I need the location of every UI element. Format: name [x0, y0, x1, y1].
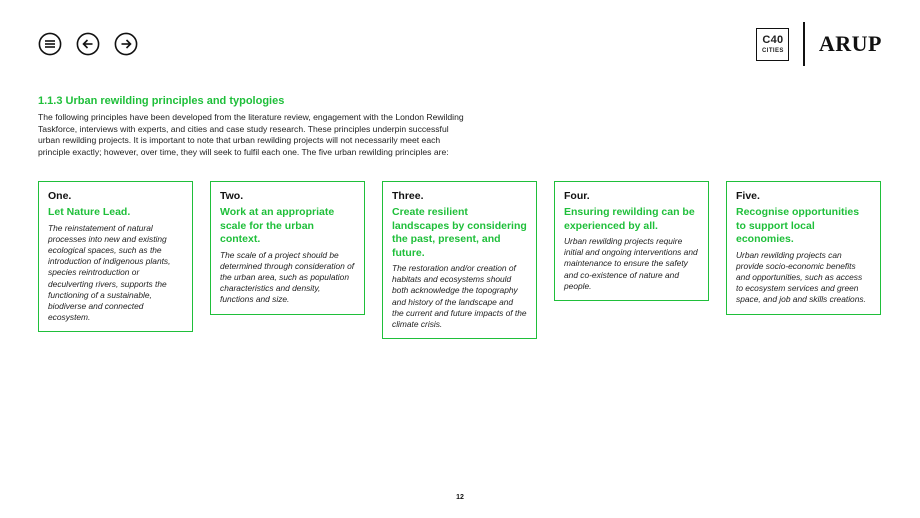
principle-card-five: [726, 181, 881, 315]
c40-cities-logo: [756, 28, 789, 61]
principle-title: Ensuring rewilding can be experienced by all.: [564, 206, 695, 232]
section-heading: 1.1.3 Urban rewilding principles and typologies: [38, 95, 285, 107]
principle-description: The restoration and/or creation of habitats and ecosystems should both acknowledge the topography and history of the landscape and the current and future impacts of the climate crisis.: [392, 263, 527, 330]
principle-card-two: [210, 181, 365, 315]
principle-description: Urban rewilding projects can provide socio-economic benefits and opportunities, such as access to ecosystem services and green space, and job and skills creations.: [736, 249, 866, 305]
menu-icon[interactable]: [38, 32, 62, 56]
principle-number: Two.: [220, 190, 244, 202]
logo-divider: [803, 22, 805, 66]
principle-title: Work at an appropriate scale for the urban context.: [220, 206, 335, 245]
intro-paragraph: The following principles have been developed from the literature review, engagement with the London Rewilding Taskforce, interviews with experts, and cities and case study research. These principles underpin successful urban rewilding projects. It is important to note that urban rewilding projects will not necessarily meet each principle exactly; however, over time, they will seek to fulfil each one. The five urban rewilding principles are:: [38, 112, 464, 157]
partner-logos: [756, 22, 882, 66]
principle-card-one: [38, 181, 193, 332]
c40-logo-text: C40: [762, 33, 784, 46]
arrow-right-icon[interactable]: [114, 32, 138, 56]
principle-number: One.: [48, 190, 72, 202]
principle-card-three: [382, 181, 537, 339]
principle-title: Recognise opportunities to support local economies.: [736, 206, 860, 245]
principle-description: The scale of a project should be determined through consideration of the urban area, such as population characteristics and density, functions and size.: [220, 249, 355, 305]
principle-title: Create resilient landscapes by considering the past, present, and future.: [392, 206, 527, 259]
principle-card-four: [554, 181, 709, 301]
principle-description: The reinstatement of natural processes into new and existing ecological spaces, such as the introduction of indigenous plants, species reintroduction or deculverting rivers, supports the functioning of a sustainable, biodiverse and connected ecosystem.: [48, 222, 171, 323]
principle-title: Let Nature Lead.: [48, 206, 131, 218]
arrow-left-icon[interactable]: [76, 32, 100, 56]
arup-logo: ARUP: [818, 31, 882, 56]
principle-description: Urban rewilding projects require initial and ongoing interventions and maintenance to ensure the safety and co-existence of nature and people.: [564, 236, 698, 291]
page-number: 12: [456, 494, 464, 501]
principle-number: Four.: [564, 190, 590, 202]
principle-number: Five.: [736, 190, 760, 202]
page-navigation: [38, 32, 138, 56]
principle-number: Three.: [392, 190, 424, 202]
c40-logo-subtext: CITIES: [762, 47, 784, 54]
